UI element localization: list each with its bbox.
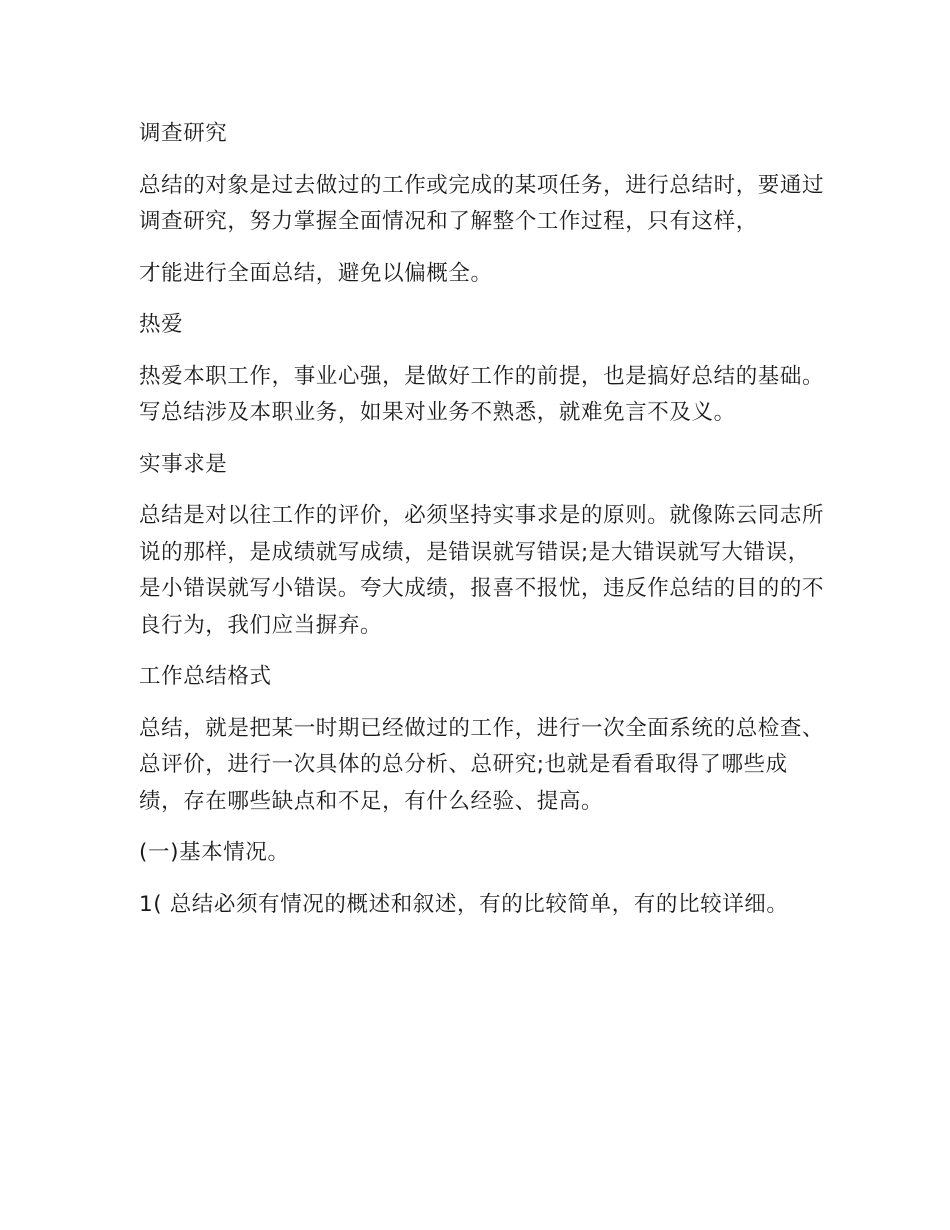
heading-basic-situation: (一)基本情况。: [139, 840, 290, 865]
heading-format: 工作总结格式: [139, 664, 272, 689]
heading-truth: 实事求是: [139, 451, 228, 477]
heading-research: 调查研究: [139, 121, 228, 146]
document-body: [139, 116, 829, 923]
paragraph-truth-body: 总结是对以往工作的评价，必须坚持实事求是的原则。就像陈云同志所说的那样，是成绩就写成绩，是错误就写错误;是大错误就写大错误，是小错误就写小错误。夸大成绩，报喜不报忧，违反作总结的目的的不良行为，我们应当摒弃。: [139, 503, 825, 638]
paragraph-research-conclusion: 才能进行全面总结，避免以偏概全。: [139, 260, 493, 286]
paragraph-research-body: 总结的对象是过去做过的工作或完成的某项任务，进行总结时，要通过调查研究，努力掌握全面情况和了解整个工作过程，只有这样，: [139, 172, 825, 234]
heading-passion: 热爱: [139, 312, 184, 337]
paragraph-format-body: 总结，就是把某一时期已经做过的工作，进行一次全面系统的总检查、总评价，进行一次具体的总分析、总研究;也就是看看取得了哪些成绩，存在哪些缺点和不足，有什么经验、提高。: [139, 715, 825, 814]
paragraph-basic-situation-item-1: 1( 总结必须有情况的概述和叙述，有的比较简单，有的比较详细。: [139, 891, 789, 917]
paragraph-passion-body: 热爱本职工作，事业心强，是做好工作的前提，也是搞好总结的基础。写总结涉及本职业务，如果对业务不熟悉，就难免言不及义。: [139, 363, 825, 425]
